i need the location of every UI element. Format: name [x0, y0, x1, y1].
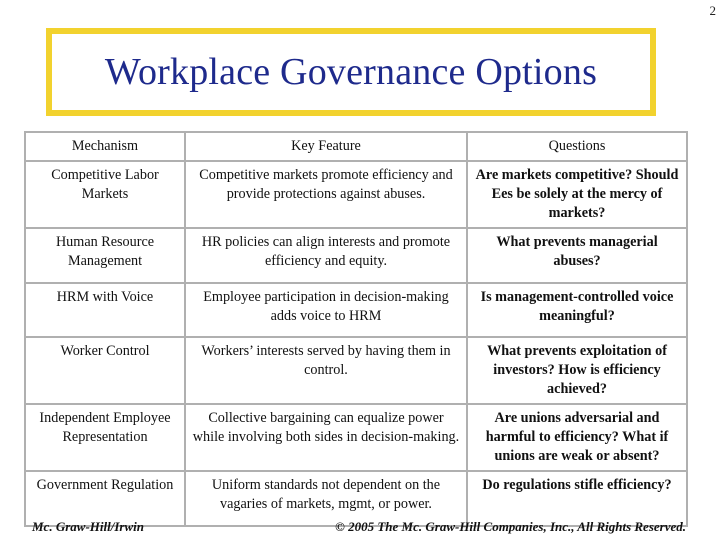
feature-cell: Collective bargaining can equalize power while involving both sides in decision-making.: [185, 404, 467, 471]
feature-cell: Employee participation in decision-making adds voice to HRM: [185, 283, 467, 337]
feature-cell: Uniform standards not dependent on the vagaries of markets, mgmt, or power.: [185, 471, 467, 526]
question-cell: What prevents managerial abuses?: [467, 228, 687, 283]
footer-copyright: © 2005 The Mc. Graw-Hill Companies, Inc., All Rights Reserved.: [335, 519, 686, 534]
question-cell: What prevents exploitation of investors? How is efficiency achieved?: [467, 337, 687, 404]
table-header-row: [25, 132, 687, 161]
governance-table: [24, 131, 688, 527]
mechanism-cell: Competitive Labor Markets: [25, 161, 185, 228]
page-number: 2: [709, 3, 716, 18]
table-row: [25, 471, 687, 526]
feature-cell: HR policies can align interests and promote efficiency and equity.: [185, 228, 467, 283]
question-cell: Do regulations stifle efficiency?: [467, 471, 687, 526]
question-cell: Are markets competitive? Should Ees be solely at the mercy of markets?: [467, 161, 687, 228]
table-row: [25, 228, 687, 283]
table-row: [25, 283, 687, 337]
mechanism-cell: Government Regulation: [25, 471, 185, 526]
table-row: [25, 161, 687, 228]
title-box: [46, 28, 656, 116]
footer-publisher: Mc. Graw-Hill/Irwin: [32, 519, 144, 534]
mechanism-cell: Human Resource Management: [25, 228, 185, 283]
feature-cell: Workers’ interests served by having them in control.: [185, 337, 467, 404]
header-mechanism: Mechanism: [25, 132, 185, 161]
mechanism-cell: Independent Employee Representation: [25, 404, 185, 471]
feature-cell: Competitive markets promote efficiency and provide protections against abuses.: [185, 161, 467, 228]
header-questions: Questions: [467, 132, 687, 161]
page-title: Workplace Governance Options: [104, 51, 598, 93]
mechanism-cell: Worker Control: [25, 337, 185, 404]
header-key-feature: Key Feature: [185, 132, 467, 161]
question-cell: Is management-controlled voice meaningful?: [467, 283, 687, 337]
table-row: [25, 337, 687, 404]
mechanism-cell: HRM with Voice: [25, 283, 185, 337]
table-row: [25, 404, 687, 471]
question-cell: Are unions adversarial and harmful to efficiency? What if unions are weak or absent?: [467, 404, 687, 471]
